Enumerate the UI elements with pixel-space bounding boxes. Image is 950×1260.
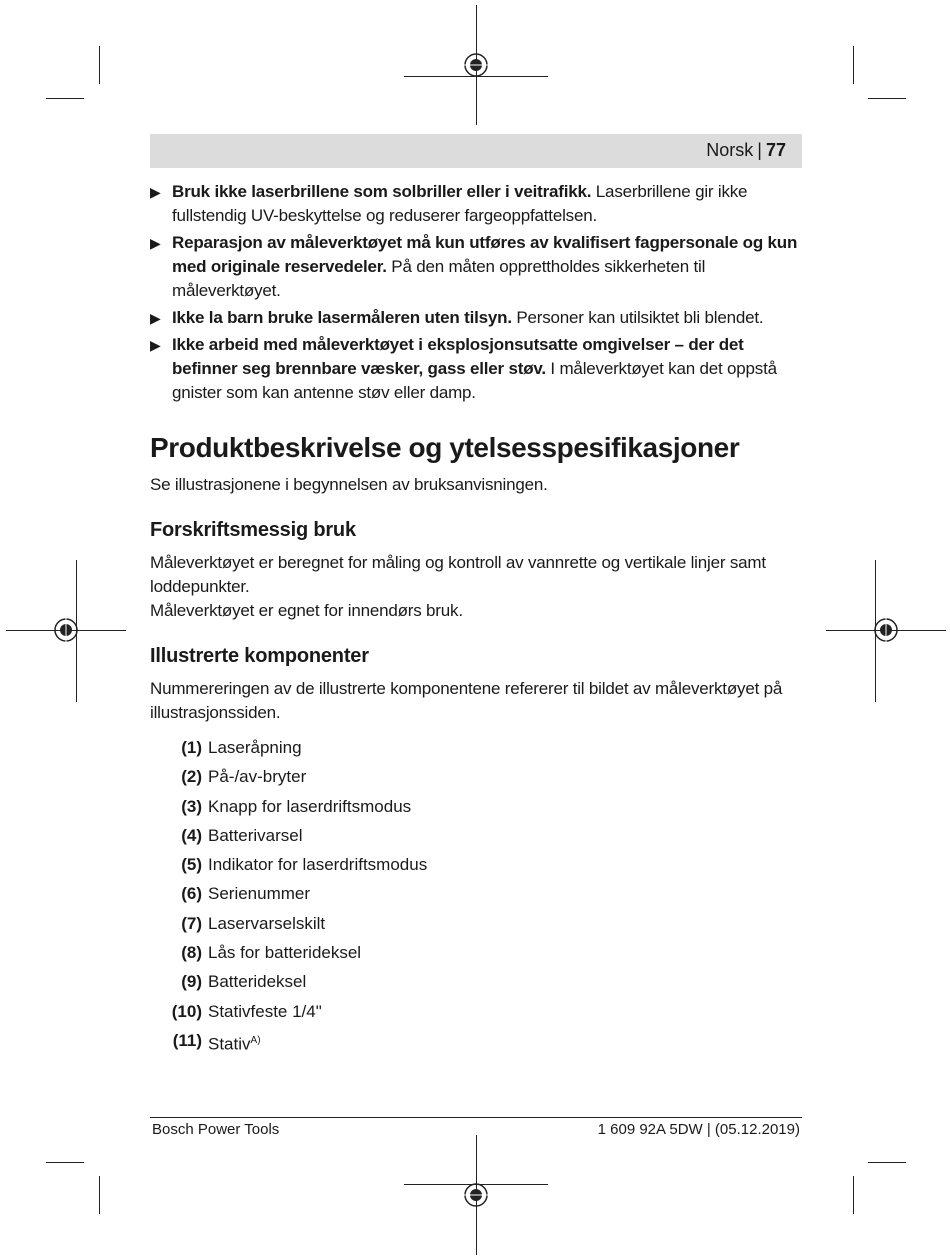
item-label: Knapp for laserdriftsmodus (208, 796, 412, 816)
list-item (150, 853, 802, 882)
crop-mark (99, 46, 100, 84)
item-number: (7) (181, 913, 202, 933)
header-separator: | (757, 140, 762, 160)
item-number: (11) (172, 1030, 202, 1050)
item-number: (9) (181, 972, 202, 992)
item-number: (6) (181, 884, 202, 904)
bullet-triangle-icon: ▶ (150, 337, 161, 353)
crop-mark (868, 98, 906, 99)
safety-bullet (150, 333, 802, 405)
item-number: (8) (181, 943, 202, 963)
crop-mark (868, 1162, 906, 1163)
components-heading: Illustrerte komponenter (150, 645, 369, 667)
item-number: (1) (181, 738, 202, 757)
item-number: (10) (171, 1001, 202, 1021)
list-item (150, 941, 802, 970)
list-item (150, 824, 802, 853)
item-number: (5) (181, 855, 202, 875)
item-number: (3) (181, 796, 202, 816)
item-label (208, 1029, 261, 1057)
bullet-bold: Bruk ikke laserbrillene som solbriller eller i veitrafikk. (172, 182, 592, 201)
footnote-marker: A) (250, 1034, 261, 1046)
bullet-text: Personer kan utilsiktet bli blendet. (511, 308, 764, 327)
bullet-bold: Ikke arbeid med måleverktøyet i eksplosjonsutsatte omgivelser – der det befinner seg brennbare væsker, gass eller støv. (172, 335, 744, 378)
item-label: Laseråpning (208, 738, 302, 757)
main-content (150, 180, 802, 725)
bullet-triangle-icon: ▶ (150, 235, 161, 251)
item-label-text: Stativ (208, 1034, 251, 1054)
item-label: Laservarselskilt (208, 913, 326, 933)
item-label: På-/av-bryter (208, 767, 307, 787)
list-item (150, 765, 802, 794)
item-number: (2) (181, 767, 202, 787)
page-header (150, 134, 802, 168)
component-list (150, 736, 802, 1058)
bullet-text: På den måten opprettholdes sikkerheten til måleverktøyet. (172, 257, 706, 300)
bullet-text: Laserbrillene gir ikke fullstendig UV-beskyttelse og reduserer fargeoppfattelsen. (172, 182, 748, 225)
bullet-bold: Reparasjon av måleverktøyet må kun utføres av kvalifisert fagpersonale og kun med originale reservedeler. (172, 233, 798, 276)
item-label: Lås for batterideksel (208, 943, 362, 963)
section-title: Produktbeskrivelse og ytelsesspesifikasjoner (150, 432, 740, 463)
safety-bullet (150, 231, 802, 303)
list-item (150, 970, 802, 999)
crop-mark (853, 46, 854, 84)
crop-mark (99, 1176, 100, 1214)
item-number: (4) (181, 825, 202, 845)
footer-divider (150, 1117, 802, 1118)
header-text (706, 140, 786, 161)
footer-doc-id: 1 609 92A 5DW | (05.12.2019) (597, 1121, 800, 1138)
safety-bullet (150, 180, 802, 228)
crop-mark (46, 98, 84, 99)
components-intro: Nummereringen av de illustrerte komponentene refererer til bildet av måleverktøyet på illustrasjonssiden. (150, 679, 783, 722)
item-label: Indikator for laserdriftsmodus (208, 855, 428, 875)
bullet-text: I måleverktøyet kan det oppstå gnister som kan antenne støv eller damp. (172, 359, 777, 402)
section-intro: Se illustrasjonene i begynnelsen av bruksanvisningen. (150, 475, 548, 494)
registration-mark-icon (873, 617, 899, 643)
item-label: Stativfeste 1/4" (208, 1001, 322, 1021)
item-label: Batterivarsel (208, 825, 303, 845)
list-item (150, 1000, 802, 1029)
intended-use-heading: Forskriftsmessig bruk (150, 519, 356, 541)
list-item (150, 1029, 802, 1058)
list-item (150, 912, 802, 941)
registration-mark-icon (463, 1182, 489, 1208)
bullet-bold: Ikke la barn bruke lasermåleren uten tilsyn. (172, 308, 512, 327)
list-item (150, 736, 802, 765)
page-number: 77 (765, 140, 786, 160)
bullet-triangle-icon: ▶ (150, 184, 161, 200)
crop-mark (853, 1176, 854, 1214)
intended-use-para: Måleverktøyet er egnet for innendørs bruk. (150, 601, 463, 620)
header-language: Norsk (706, 140, 754, 160)
bullet-triangle-icon: ▶ (150, 310, 161, 326)
list-item (150, 795, 802, 824)
item-label: Batterideksel (208, 972, 307, 992)
list-item (150, 882, 802, 911)
footer-publisher: Bosch Power Tools (152, 1121, 280, 1138)
registration-mark-icon (463, 52, 489, 78)
item-label: Serienummer (208, 884, 311, 904)
intended-use-para: Måleverktøyet er beregnet for måling og kontroll av vannrette og vertikale linjer samt loddepunkter. (150, 553, 766, 596)
safety-bullet (150, 306, 802, 330)
crop-mark (46, 1162, 84, 1163)
registration-mark-icon (53, 617, 79, 643)
